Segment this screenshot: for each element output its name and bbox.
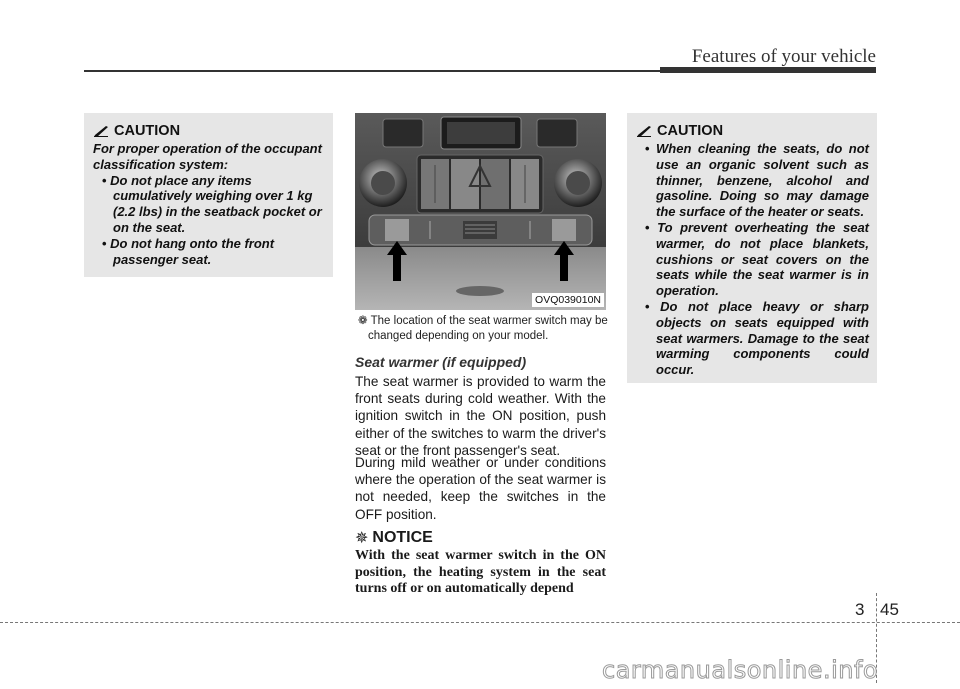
seat-warmer-heading: Seat warmer (if equipped)	[355, 354, 527, 370]
seat-warmer-paragraph: During mild weather or under conditions where the operation of the seat warmer is not needed, keep the switches in the OFF position.	[355, 455, 606, 522]
caution-item: • Do not hang onto the front passenger seat.	[93, 236, 325, 268]
caution-title: CAUTION	[114, 123, 181, 139]
caution-list	[84, 173, 333, 268]
header-rule-accent	[660, 67, 876, 73]
caution-box-seat-warmer	[627, 113, 877, 383]
notice-body: With the seat warmer switch in the ON position, the heating system in the seat turns off or on automatically depend	[355, 548, 606, 597]
notice-title: NOTICE	[372, 529, 433, 546]
site-watermark: carmanualsonline.info	[602, 656, 879, 684]
caution-heading	[637, 123, 877, 139]
caution-title: CAUTION	[657, 123, 724, 139]
seat-warmer-paragraph: The seat warmer is provided to warm the front seats during cold weather. With the ignition switch in the ON position, push either of the switches to warm the driver's seat or the front passenger's seat.	[355, 374, 606, 458]
caution-item: • To prevent overheating the seat warmer, do not place blankets, cushions or seat covers on the seats while the seat warmer is in operation.	[636, 220, 869, 299]
caution-box-occupant-classification	[84, 113, 333, 277]
footer-rule	[0, 622, 960, 623]
page-number: 45	[880, 600, 899, 619]
caution-pencil-icon	[637, 126, 651, 137]
caution-item: • Do not place heavy or sharp objects on seats equipped with seat warmers. Damage to the seat warming components could occur.	[636, 299, 869, 378]
notice-star-icon: ✵	[355, 530, 369, 547]
chapter-number: 3	[855, 600, 865, 619]
caution-intro: For proper operation of the occupant classification system:	[93, 141, 322, 172]
caution-heading	[94, 123, 333, 139]
console-illustration	[355, 113, 606, 310]
caution-item: • Do not place any items cumulatively weighing over 1 kg (2.2 lbs) in the seatback pocket or on the seat.	[93, 173, 325, 236]
figure-note: ❁ The location of the seat warmer switch may be changed depending on your model.	[358, 315, 608, 342]
section-title: Features of your vehicle	[691, 46, 876, 67]
caution-pencil-icon	[94, 126, 108, 137]
header-rule	[84, 70, 704, 72]
seat-warmer-switch-photo	[355, 113, 606, 310]
caution-list	[627, 141, 877, 378]
figure-code-label: OVQ039010N	[532, 293, 604, 307]
caution-item: • When cleaning the seats, do not use an organic solvent such as thinner, benzene, alcohol and gasoline. Doing so may damage the surface of the heater or seats.	[636, 141, 869, 220]
notice-heading	[355, 528, 606, 548]
